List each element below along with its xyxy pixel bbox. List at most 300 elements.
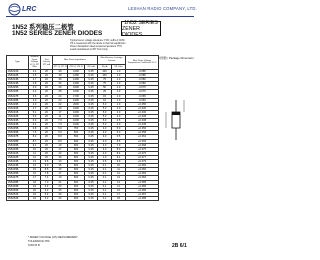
table-cell: 6.2: [41, 188, 53, 192]
table-cell: 20: [41, 74, 53, 78]
table-cell: 1N5239B: [7, 143, 29, 147]
table-cell: 17: [29, 176, 41, 180]
table-cell: 1400: [68, 82, 85, 86]
table-cell: 5.0: [98, 106, 112, 110]
table-cell: 1700: [68, 94, 85, 98]
table-cell: 20: [41, 102, 53, 106]
table-cell: 0.25: [85, 127, 98, 131]
table-cell: 2.7: [29, 78, 41, 82]
table-cell: 3.0: [112, 115, 126, 119]
page-title-en: 1N52 SERIES ZENER DIODES: [12, 30, 103, 37]
table-cell: 20: [41, 155, 53, 159]
table-cell: 0.25: [85, 184, 98, 188]
table-cell: 3.5: [112, 119, 126, 123]
table-cell: 6.5: [112, 139, 126, 143]
table-cell: 0.25: [85, 180, 98, 184]
table-cell: +0.082: [126, 164, 159, 168]
table-cell: 30: [53, 78, 68, 82]
table-cell: 8.2: [29, 135, 41, 139]
table-cell: 1600: [68, 119, 85, 123]
footnote-line: SUFFIX B: [28, 244, 40, 247]
table-cell: 5.6: [41, 192, 53, 196]
table-cell: 0.25: [85, 110, 98, 114]
table-cell: 19: [29, 184, 41, 188]
table-cell: 0.25: [85, 119, 98, 123]
zener-spec-table: [6, 55, 159, 201]
table-cell: 10: [112, 164, 126, 168]
table-cell: 1N5238B: [7, 139, 29, 143]
table-cell: 30: [53, 69, 68, 73]
table-cell: 1N5249B: [7, 184, 29, 188]
table-cell: 1200: [68, 69, 85, 73]
table-cell: 14: [112, 180, 126, 184]
table-cell: 4.7: [29, 106, 41, 110]
table-cell: 0.1: [98, 172, 112, 176]
table-cell: 600: [68, 196, 85, 200]
table-cell: 9.0: [41, 164, 53, 168]
col-type: Type: [7, 56, 29, 70]
table-cell: +0.076: [126, 151, 159, 155]
table-cell: -0.080: [126, 82, 159, 86]
table-cell: 0.25: [85, 188, 98, 192]
note-line: VZ is measured with the diode in thermal equilibrium: [70, 42, 126, 45]
table-cell: 10: [53, 143, 68, 147]
table-cell: 8.0: [112, 147, 126, 151]
table-cell: 7.5: [29, 131, 41, 135]
table-cell: 600: [68, 147, 85, 151]
note-line: Power dissipation rated at lead temperature 75°C: [70, 45, 123, 48]
table-cell: 600: [68, 164, 85, 168]
col-vr: VR Volts: [112, 64, 126, 69]
table-cell: +0.045: [126, 123, 159, 127]
table-cell: +0.038: [126, 115, 159, 119]
table-cell: 20: [41, 98, 53, 102]
table-cell: 1.0: [112, 74, 126, 78]
table-cell: 7.0: [53, 119, 68, 123]
table-cell: 0.25: [85, 168, 98, 172]
table-cell: 1N5236B: [7, 131, 29, 135]
table-cell: 1.0: [112, 78, 126, 82]
table-cell: 1.0: [112, 69, 126, 73]
table-cell: 11: [53, 115, 68, 119]
table-cell: 18: [112, 196, 126, 200]
table-cell: 2.0: [98, 151, 112, 155]
table-cell: 22: [53, 151, 68, 155]
table-cell: 0.25: [85, 131, 98, 135]
table-cell: 28: [53, 90, 68, 94]
table-cell: 13: [29, 160, 41, 164]
table-cell: +0.030: [126, 106, 159, 110]
table-cell: 14: [29, 164, 41, 168]
table-cell: 0.25: [85, 160, 98, 164]
footnote-line: * ZENER VOLTAGE (VZ) MEASUREMENT: [28, 236, 78, 239]
table-cell: 6.0: [53, 131, 68, 135]
table-cell: 600: [68, 172, 85, 176]
table-cell: 0.25: [85, 98, 98, 102]
table-cell: 25: [53, 188, 68, 192]
table-cell: 20: [41, 135, 53, 139]
table-cell: 8.4: [112, 151, 126, 155]
table-cell: 23: [53, 184, 68, 188]
table-cell: 1N5222B: [7, 74, 29, 78]
table-cell: 1N5247B: [7, 176, 29, 180]
table-cell: 3.6: [29, 94, 41, 98]
table-cell: 20: [41, 110, 53, 114]
table-cell: 0.25: [85, 176, 98, 180]
table-cell: 1600: [68, 110, 85, 114]
table-cell: 1N5231B: [7, 110, 29, 114]
table-cell: 1N5228B: [7, 98, 29, 102]
col-zzk: ZZK @ IZK Ω: [69, 65, 83, 68]
table-cell: 0.25: [85, 94, 98, 98]
table-cell: 3.0: [29, 86, 41, 90]
table-cell: 7.4: [41, 176, 53, 180]
table-cell: 29: [53, 86, 68, 90]
table-cell: 1N5223B: [7, 78, 29, 82]
table-cell: 1000: [68, 123, 85, 127]
table-cell: 10: [98, 98, 112, 102]
table-cell: 500: [68, 135, 85, 139]
table-cell: 1N5225B: [7, 86, 29, 90]
note-line: Leads maintained at 3/8" from body: [70, 48, 108, 51]
table-cell: 1900: [68, 98, 85, 102]
col-ir: IR μA: [98, 64, 112, 69]
table-cell: +0.083: [126, 172, 159, 176]
table-cell: 6.0: [112, 131, 126, 135]
table-cell: 100: [98, 69, 112, 73]
table-cell: -0.085: [126, 69, 159, 73]
table-cell: 6.0: [29, 119, 41, 123]
table-cell: 20: [41, 139, 53, 143]
table-cell: 29: [53, 192, 68, 196]
table-cell: 0.25: [85, 147, 98, 151]
col-tc: Max Zener Voltage Temperature Coefficient %/°C: [126, 56, 159, 70]
table-cell: 0.25: [85, 74, 98, 78]
table-cell: 5.0: [98, 110, 112, 114]
table-cell: 15: [112, 188, 126, 192]
table-cell: 20: [41, 119, 53, 123]
table-cell: 8.0: [53, 139, 68, 143]
table-cell: 9.1: [112, 155, 126, 159]
table-cell: +0.084: [126, 176, 159, 180]
table-cell: 3.0: [98, 131, 112, 135]
table-cell: 0.1: [98, 188, 112, 192]
series-box-line1: 1N52 SERIES: [124, 19, 158, 26]
table-cell: 7.0: [112, 143, 126, 147]
table-cell: 30: [53, 155, 68, 159]
table-cell: 15: [53, 164, 68, 168]
table-cell: +0.086: [126, 188, 159, 192]
table-cell: 1N5245B: [7, 168, 29, 172]
table-cell: 600: [68, 160, 85, 164]
page-title-cn: 1N52 系列稳压二极管: [12, 24, 74, 31]
table-cell: +0.068: [126, 143, 159, 147]
table-cell: 1N5248B: [7, 180, 29, 184]
table-cell: 1600: [68, 86, 85, 90]
table-cell: 0.25: [85, 164, 98, 168]
table-cell: 19: [53, 176, 68, 180]
table-cell: 600: [68, 143, 85, 147]
table-cell: 7.0: [53, 123, 68, 127]
table-cell: 21: [53, 180, 68, 184]
logo-text: LRC: [22, 6, 37, 13]
table-cell: 1N5235B: [7, 127, 29, 131]
table-cell: 8.0: [53, 135, 68, 139]
page-number: 2B 6/1: [172, 243, 187, 249]
table-cell: 1N5226B: [7, 90, 29, 94]
table-cell: 20: [41, 86, 53, 90]
table-cell: 0.25: [85, 151, 98, 155]
table-cell: 1N5244B: [7, 164, 29, 168]
table-cell: 1N5237B: [7, 135, 29, 139]
table-cell: 11: [29, 151, 41, 155]
table-cell: 13: [112, 176, 126, 180]
table-cell: 0.1: [98, 196, 112, 200]
table-cell: +0.085: [126, 180, 159, 184]
table-cell: 2.4: [29, 69, 41, 73]
table-cell: 2.0: [112, 106, 126, 110]
table-cell: 600: [68, 184, 85, 188]
table-cell: 15: [29, 168, 41, 172]
table-cell: 0.25: [85, 102, 98, 106]
col-izk: IZK mA: [85, 64, 98, 69]
table-cell: 22: [53, 102, 68, 106]
table-cell: 12: [29, 155, 41, 159]
table-cell: 0.25: [85, 90, 98, 94]
table-cell: 2000: [68, 102, 85, 106]
table-cell: 5.0: [98, 119, 112, 123]
table-cell: 0.1: [98, 164, 112, 168]
col-izt: Test Current IZT mA: [41, 56, 53, 70]
table-cell: 0.25: [85, 196, 98, 200]
table-cell: 1.0: [112, 86, 126, 90]
table-cell: 0.25: [85, 78, 98, 82]
table-cell: 6.5: [112, 135, 126, 139]
table-cell: 1N5224B: [7, 82, 29, 86]
table-cell: 0.1: [98, 176, 112, 180]
table-cell: 5.0: [98, 115, 112, 119]
table-cell: 2.0: [112, 110, 126, 114]
table-cell: 24: [29, 196, 41, 200]
table-cell: 9.9: [112, 160, 126, 164]
table-cell: 6.8: [29, 127, 41, 131]
table-cell: 9.5: [41, 160, 53, 164]
table-cell: 20: [41, 94, 53, 98]
table-cell: 5.0: [112, 127, 126, 131]
diode-package-drawing: [163, 100, 189, 140]
col-zzt: ZZT @ IZT Ω: [53, 65, 67, 68]
table-cell: 11: [112, 168, 126, 172]
table-cell: -0.075: [126, 86, 159, 90]
table-cell: 20: [41, 131, 53, 135]
table-cell: 20: [41, 106, 53, 110]
table-cell: 7.0: [41, 180, 53, 184]
table-cell: 20: [41, 82, 53, 86]
table-cell: 0.5: [98, 160, 112, 164]
table-cell: 600: [68, 155, 85, 159]
table-cell: 20: [41, 90, 53, 94]
table-cell: 1N5221B: [7, 69, 29, 73]
series-box-line2: ZENER DIODES: [122, 25, 143, 38]
table-cell: 600: [68, 192, 85, 196]
table-cell: 75: [98, 78, 112, 82]
table-cell: 30: [53, 82, 68, 86]
table-cell: 1N5250B: [7, 188, 29, 192]
table-cell: 600: [68, 188, 85, 192]
table-cell: 5.0: [53, 127, 68, 131]
series-box: [121, 21, 161, 36]
table-cell: 22: [29, 192, 41, 196]
table-cell: 14: [112, 184, 126, 188]
table-body: [7, 69, 159, 200]
table-cell: 0.25: [85, 86, 98, 90]
table-cell: +0.088: [126, 196, 159, 200]
company-name: LESHAN RADIO COMPANY, LTD.: [128, 6, 197, 11]
table-cell: 0.25: [85, 192, 98, 196]
table-cell: 0.1: [98, 184, 112, 188]
table-cell: 5.1: [29, 110, 41, 114]
table-cell: +0.079: [126, 160, 159, 164]
table-cell: 1.0: [98, 155, 112, 159]
table-cell: 20: [41, 69, 53, 73]
table-cell: 1N5229B: [7, 102, 29, 106]
table-cell: 1.0: [112, 102, 126, 106]
table-cell: 6.6: [41, 184, 53, 188]
table-cell: 1N5227B: [7, 94, 29, 98]
table-cell: 3.0: [98, 143, 112, 147]
table-cell: -0.060: [126, 98, 159, 102]
table-row: [7, 196, 159, 200]
package-label: 外形图 / Package Dimension: [158, 56, 194, 60]
logo-globe-icon: [8, 3, 21, 16]
table-cell: 0.25: [85, 139, 98, 143]
table-cell: -0.085: [126, 74, 159, 78]
note-line: Typical zener voltage tolerance ± 5%; suffix A ±10%: [70, 39, 125, 42]
table-cell: 0.25: [85, 143, 98, 147]
table-cell: 1N5241B: [7, 151, 29, 155]
table-cell: 20: [41, 151, 53, 155]
table-cell: 0.25: [85, 69, 98, 73]
table-cell: 3.9: [29, 98, 41, 102]
table-cell: 600: [68, 180, 85, 184]
table-cell: 20: [41, 78, 53, 82]
table-cell: 20: [41, 147, 53, 151]
table-cell: 1.0: [112, 90, 126, 94]
col-vz: Nominal Zener Voltage VZ @ IZT Volts: [29, 56, 40, 69]
table-cell: 1N5242B: [7, 155, 29, 159]
table-cell: 8.7: [29, 139, 41, 143]
table-cell: 17: [53, 172, 68, 176]
table-cell: 20: [41, 115, 53, 119]
table-cell: 1.0: [112, 94, 126, 98]
table-cell: 4.3: [29, 102, 41, 106]
table-cell: 0.25: [85, 123, 98, 127]
company-logo: [8, 3, 42, 16]
table-cell: 2.5: [29, 74, 41, 78]
table-cell: 30: [53, 74, 68, 78]
table-cell: 2.8: [29, 82, 41, 86]
col-group-impedance: Max Zener Impedance: [53, 56, 98, 65]
table-cell: 3.0: [98, 147, 112, 151]
table-cell: 1N5232B: [7, 115, 29, 119]
table-cell: 1.0: [112, 82, 126, 86]
table-cell: 0.25: [85, 115, 98, 119]
table-cell: 10: [29, 147, 41, 151]
table-cell: 0.25: [85, 135, 98, 139]
table-cell: 6.2: [29, 123, 41, 127]
table-cell: 0.25: [85, 172, 98, 176]
table-cell: 1300: [68, 78, 85, 82]
table-cell: 5.0: [98, 102, 112, 106]
table-cell: 20: [41, 143, 53, 147]
table-cell: +0.065: [126, 139, 159, 143]
table-cell: 500: [68, 131, 85, 135]
table-cell: 1600: [68, 115, 85, 119]
table-cell: 1N5243B: [7, 160, 29, 164]
table-cell: 1600: [68, 90, 85, 94]
table-cell: 1N5234B: [7, 123, 29, 127]
table-cell: 16: [53, 168, 68, 172]
table-cell: 1.0: [112, 98, 126, 102]
table-cell: +0.086: [126, 184, 159, 188]
table-cell: 75: [98, 82, 112, 86]
table-cell: 20: [29, 188, 41, 192]
table-cell: 750: [68, 127, 85, 131]
table-cell: +0.062: [126, 135, 159, 139]
table-cell: +0.077: [126, 155, 159, 159]
table-cell: 12: [112, 172, 126, 176]
header-divider: [6, 16, 194, 17]
table-cell: 100: [98, 74, 112, 78]
table-cell: -0.070: [126, 90, 159, 94]
table-cell: 1250: [68, 74, 85, 78]
table-cell: +0.075: [126, 147, 159, 151]
table-cell: 0.25: [85, 82, 98, 86]
table-cell: 3.0: [98, 127, 112, 131]
footnote-line: TOLERANCE ±5%: [28, 240, 50, 243]
table-cell: 25: [98, 90, 112, 94]
table-cell: 600: [68, 139, 85, 143]
table-cell: 3.0: [98, 139, 112, 143]
table-cell: 1N5230B: [7, 106, 29, 110]
table-cell: 600: [68, 176, 85, 180]
table-cell: 50: [98, 86, 112, 90]
table-cell: 600: [68, 168, 85, 172]
table-cell: +0.055: [126, 102, 159, 106]
table-cell: 0.1: [98, 192, 112, 196]
table-cell: +0.030: [126, 110, 159, 114]
table-cell: +0.082: [126, 168, 159, 172]
table-cell: -0.065: [126, 94, 159, 98]
table-cell: 8.5: [41, 168, 53, 172]
table-cell: 16: [29, 172, 41, 176]
table-cell: 17: [53, 110, 68, 114]
table-cell: 5.6: [29, 115, 41, 119]
table-cell: 17: [112, 192, 126, 196]
table-cell: 5.0: [98, 123, 112, 127]
table-cell: 17: [53, 147, 68, 151]
table-cell: 24: [53, 94, 68, 98]
table-cell: 1N5233B: [7, 119, 29, 123]
table-cell: 20: [41, 127, 53, 131]
table-cell: 0.1: [98, 180, 112, 184]
table-cell: 1N5240B: [7, 147, 29, 151]
table-cell: 0.25: [85, 155, 98, 159]
table-cell: 3.0: [98, 135, 112, 139]
table-cell: 5.2: [41, 196, 53, 200]
table-cell: 9.1: [29, 143, 41, 147]
table-cell: +0.038: [126, 119, 159, 123]
